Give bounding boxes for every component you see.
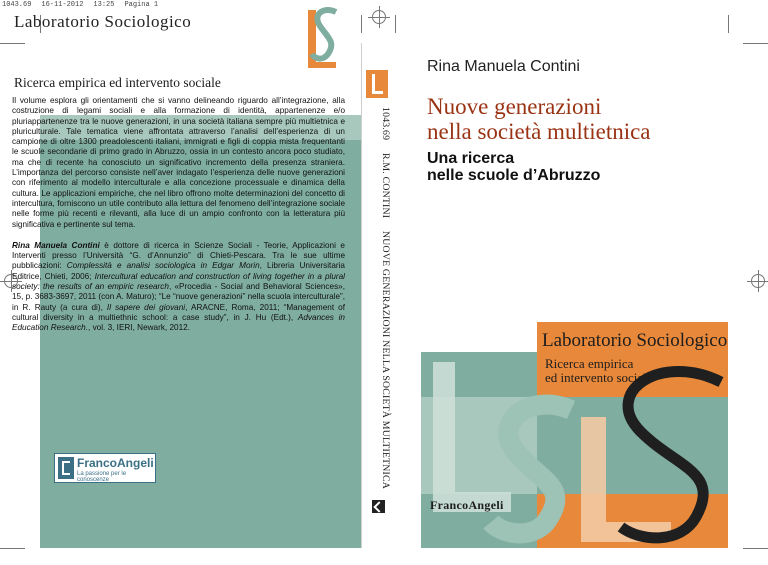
crop-mark (395, 15, 396, 33)
registration-mark (751, 274, 765, 288)
bio-text: è dottore di ricerca in Scienze Sociali - Teorie, Applicazioni e Interventi presso l’Università “G. d’Annunzio” di Chieti-Pescara. Tra le sue ultime pubblicazioni: (12, 240, 345, 271)
publisher-mark-icon (372, 500, 385, 513)
bio-text: , ARACNE, Roma, 2011; “Management of cultural diversity in a multiethnic school: a case study”, in J. Hu (Edt.), (12, 302, 346, 322)
publisher-logo (54, 453, 156, 483)
bio-text: , «Procedia - Social and Behavioral Sciences», 15, p. 3683-3697, 2011 (con A. Maturo); “Le “nuove generazioni” nella scuola interculturale”, in R. Rauty (a cura di), (12, 282, 346, 312)
slug-page: Pagina 1 (124, 1, 159, 9)
slug-code: 1043.69 (2, 1, 32, 9)
back-series-subtitle: Ricerca empirica ed intervento sociale (14, 75, 221, 90)
spine-author: R.M. CONTINI (380, 152, 391, 219)
bio-work: Il sapere dei giovani (106, 302, 186, 312)
spine-title: NUOVE GENERAZIONI NELLA SOCIETÀ MULTIETNICA (380, 230, 391, 489)
crop-mark (0, 43, 25, 44)
series-sub-line: ed intervento sociale (545, 370, 653, 385)
bio-text: , Libreria Universitaria Editrice, Chieti, 2006; (12, 261, 345, 281)
back-description: Il volume esplora gli orientamenti che si vanno delineando riguardo all’integrazione, alla costruzione di legami sociali e alla formazione di identità, appartenenze e/o pluriappartenenze tra le nuove generazioni, in una società italiana sempre più multietnica e pluriculturale. Tale tematica viene affrontata attraverso l’analisi dell’esperienza di un campione di oltre 1300 preadolescenti italiani, immigrati e figli di coppia mista frequentanti le scuole secondarie di primo grado in Abruzzo, ossia in un contesto ancora poco studiato, ma che di recente ha conosciuto un significativo incremento della presenza straniera. L’importanza del percorso consiste nell’aver indagato l’esperienza delle nuove generazioni con riferimento al modello interculturale e alla concezione processuale e dinamica della cultura. Le applicazioni empiriche, che nel libro offrono molte determinazioni del concetto di intercultura, forniscono un utile contributo alla lettura del fenomeno dell’integrazione sociale nelle forme più recenti e rilevanti, alla luce di un ampio confronto con la letteratura più significativa e pertinente sul tema. (12, 96, 345, 229)
author-bio (12, 241, 345, 334)
crop-mark (743, 548, 768, 549)
series-sub-line: Ricerca empirica (545, 356, 634, 371)
spine-ls-logo-icon (366, 70, 388, 98)
spine-text (371, 107, 391, 489)
slug-time: 13:25 (93, 1, 115, 9)
back-cover-text (12, 96, 345, 334)
publisher-name: FrancoAngeli (77, 456, 154, 470)
subtitle-line: Una ricerca (427, 150, 515, 167)
front-series-title: Laboratorio Sociologico (542, 330, 728, 351)
subtitle-line: nelle scuole d’Abruzzo (427, 167, 601, 184)
publisher-mark-icon (58, 457, 74, 479)
spine-code: 1043.69 (380, 107, 391, 141)
book-title (427, 94, 651, 144)
registration-mark (372, 10, 386, 24)
front-publisher: FrancoAngeli (430, 498, 504, 512)
back-series-title: Laboratorio Sociologico (14, 12, 192, 31)
front-author: Rina Manuela Contini (427, 58, 580, 75)
title-line: nella società multietnica (427, 119, 651, 144)
slug-date: 16-11-2012 (41, 1, 84, 9)
title-line: Nuove generazioni (427, 94, 602, 119)
crop-mark (361, 15, 362, 33)
front-series-subtitle (545, 357, 653, 385)
bio-work: Advances in Education Research. (12, 312, 345, 333)
print-slug (2, 1, 168, 9)
bio-work: Intercultural education and construction of living together in a plural society: the results of an empiric research (12, 271, 345, 292)
bio-author-name: Rina Manuela Contini (12, 240, 100, 250)
bio-text: , vol. 3, IERI, Newark, 2012. (88, 323, 190, 333)
crop-mark (728, 15, 729, 33)
publisher-tagline: La passione per le conoscenze (77, 471, 127, 483)
crop-mark (743, 43, 768, 44)
bio-work: Complessità e analisi sociologica in Edgar Morin (66, 261, 260, 271)
ls-logo-icon (302, 2, 344, 72)
crop-mark (0, 548, 25, 549)
book-subtitle (427, 150, 600, 184)
